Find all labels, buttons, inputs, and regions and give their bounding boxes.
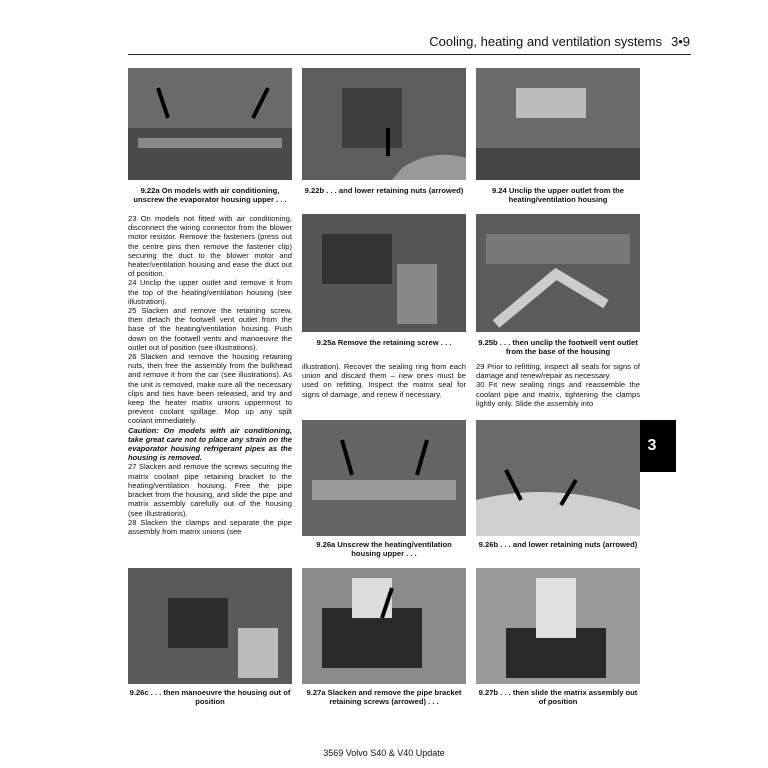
caption-9-25a: 9.25a Remove the retaining screw . . . bbox=[316, 338, 452, 347]
photo-9-22b bbox=[302, 68, 466, 180]
para-25: 25 Slacken and remove the retaining screw, then detach the footwell vent outlet from the base of the heating/ventilation housing. Push down on the footwell vents and manoeuvre the outlet out of position (see illustrations). bbox=[128, 306, 292, 352]
photo-9-22a bbox=[128, 68, 292, 180]
photo-9-27a bbox=[302, 568, 466, 684]
photo-9-25b bbox=[476, 214, 640, 332]
photo-9-26c bbox=[128, 568, 292, 684]
photo-9-26a bbox=[302, 420, 466, 536]
photo-9-27b bbox=[476, 568, 640, 684]
photo-9-24 bbox=[476, 68, 640, 180]
caption-9-22a: 9.22a On models with air conditioning, unscrew the evaporator housing upper . . . bbox=[133, 186, 287, 204]
para-30: 30 Fit new sealing rings and reassemble the coolant pipe and matrix, tightening the clamps lightly only. Slide the assembly into bbox=[476, 380, 640, 408]
caution-note: Caution: On models with air conditioning, take great care not to place any strain on the evaporator housing refrigerant pipes as the housing is removed. bbox=[128, 425, 292, 463]
page-footer: 3569 Volvo S40 & V40 Update bbox=[323, 748, 445, 758]
text-column-mid bbox=[302, 362, 466, 399]
caption-9-26c: 9.26c . . . then manoeuvre the housing out of position bbox=[129, 688, 291, 706]
para-24: 24 Unclip the upper outlet and remove it from the top of the heating/ventilation housing (see illustration). bbox=[128, 278, 292, 306]
caption-9-26b: 9.26b . . . and lower retaining nuts (arrowed) bbox=[478, 540, 638, 549]
caption-9-27a: 9.27a Slacken and remove the pipe bracket retaining screws (arrowed) . . . bbox=[306, 688, 462, 706]
running-header-title: Cooling, heating and ventilation systems bbox=[429, 34, 662, 49]
para-29: 29 Prior to refitting, inspect all seals for signs of damage and renew/repair as necessary. bbox=[476, 362, 640, 381]
para-28: 28 Slacken the clamps and separate the pipe assembly from matrix unions (see bbox=[128, 517, 292, 536]
para-27: 27 Slacken and remove the screws securing the matrix coolant pipe retaining bracket to the heating/ventilation housing. Free the pipe bracket from the housing, and slide the pipe and matrix assembly carefully out of the housing (see illustrations). bbox=[128, 462, 292, 518]
para-28-continued: illustration). Recover the sealing ring from each union and discard them – new ones must be used on refitting. Inspect the matrix seal for signs of damage, and renew if necessary. bbox=[302, 362, 466, 399]
header-rule bbox=[128, 54, 691, 55]
caption-9-22b: 9.22b . . . and lower retaining nuts (arrowed) bbox=[304, 186, 464, 195]
caption-9-24: 9.24 Unclip the upper outlet from the heating/ventilation housing bbox=[491, 186, 625, 204]
text-column-right bbox=[476, 362, 640, 408]
section-tab: 3 bbox=[628, 420, 676, 472]
text-column-left bbox=[128, 214, 292, 536]
para-26: 26 Slacken and remove the housing retaining nuts, then free the assembly from the bulkhead and remove it from the car (see illustrations). As the unit is removed, make sure all the necessary clips and ties have been released, and try and keep the heater matrix unions uppermost to prevent coolant spillage. Mop up any spilt coolant immediately. bbox=[128, 352, 292, 426]
caption-9-26a: 9.26a Unscrew the heating/ventilation housing upper . . . bbox=[316, 540, 452, 558]
caption-9-25b: 9.25b . . . then unclip the footwell vent outlet from the base of the housing bbox=[478, 338, 638, 356]
page-number: 3•9 bbox=[670, 34, 690, 49]
caption-9-27b: 9.27b . . . then slide the matrix assembly out of position bbox=[478, 688, 638, 706]
para-23: 23 On models not fitted with air conditioning, disconnect the wiring connector from the blower motor resistor. Remove the fasteners (press out the centre pins then remove the fastener clip) securing the duct to the blower motor and heater/ventilation housing and ease the duct out of position. bbox=[128, 214, 292, 279]
photo-9-26b bbox=[476, 420, 640, 536]
photo-9-25a bbox=[302, 214, 466, 332]
